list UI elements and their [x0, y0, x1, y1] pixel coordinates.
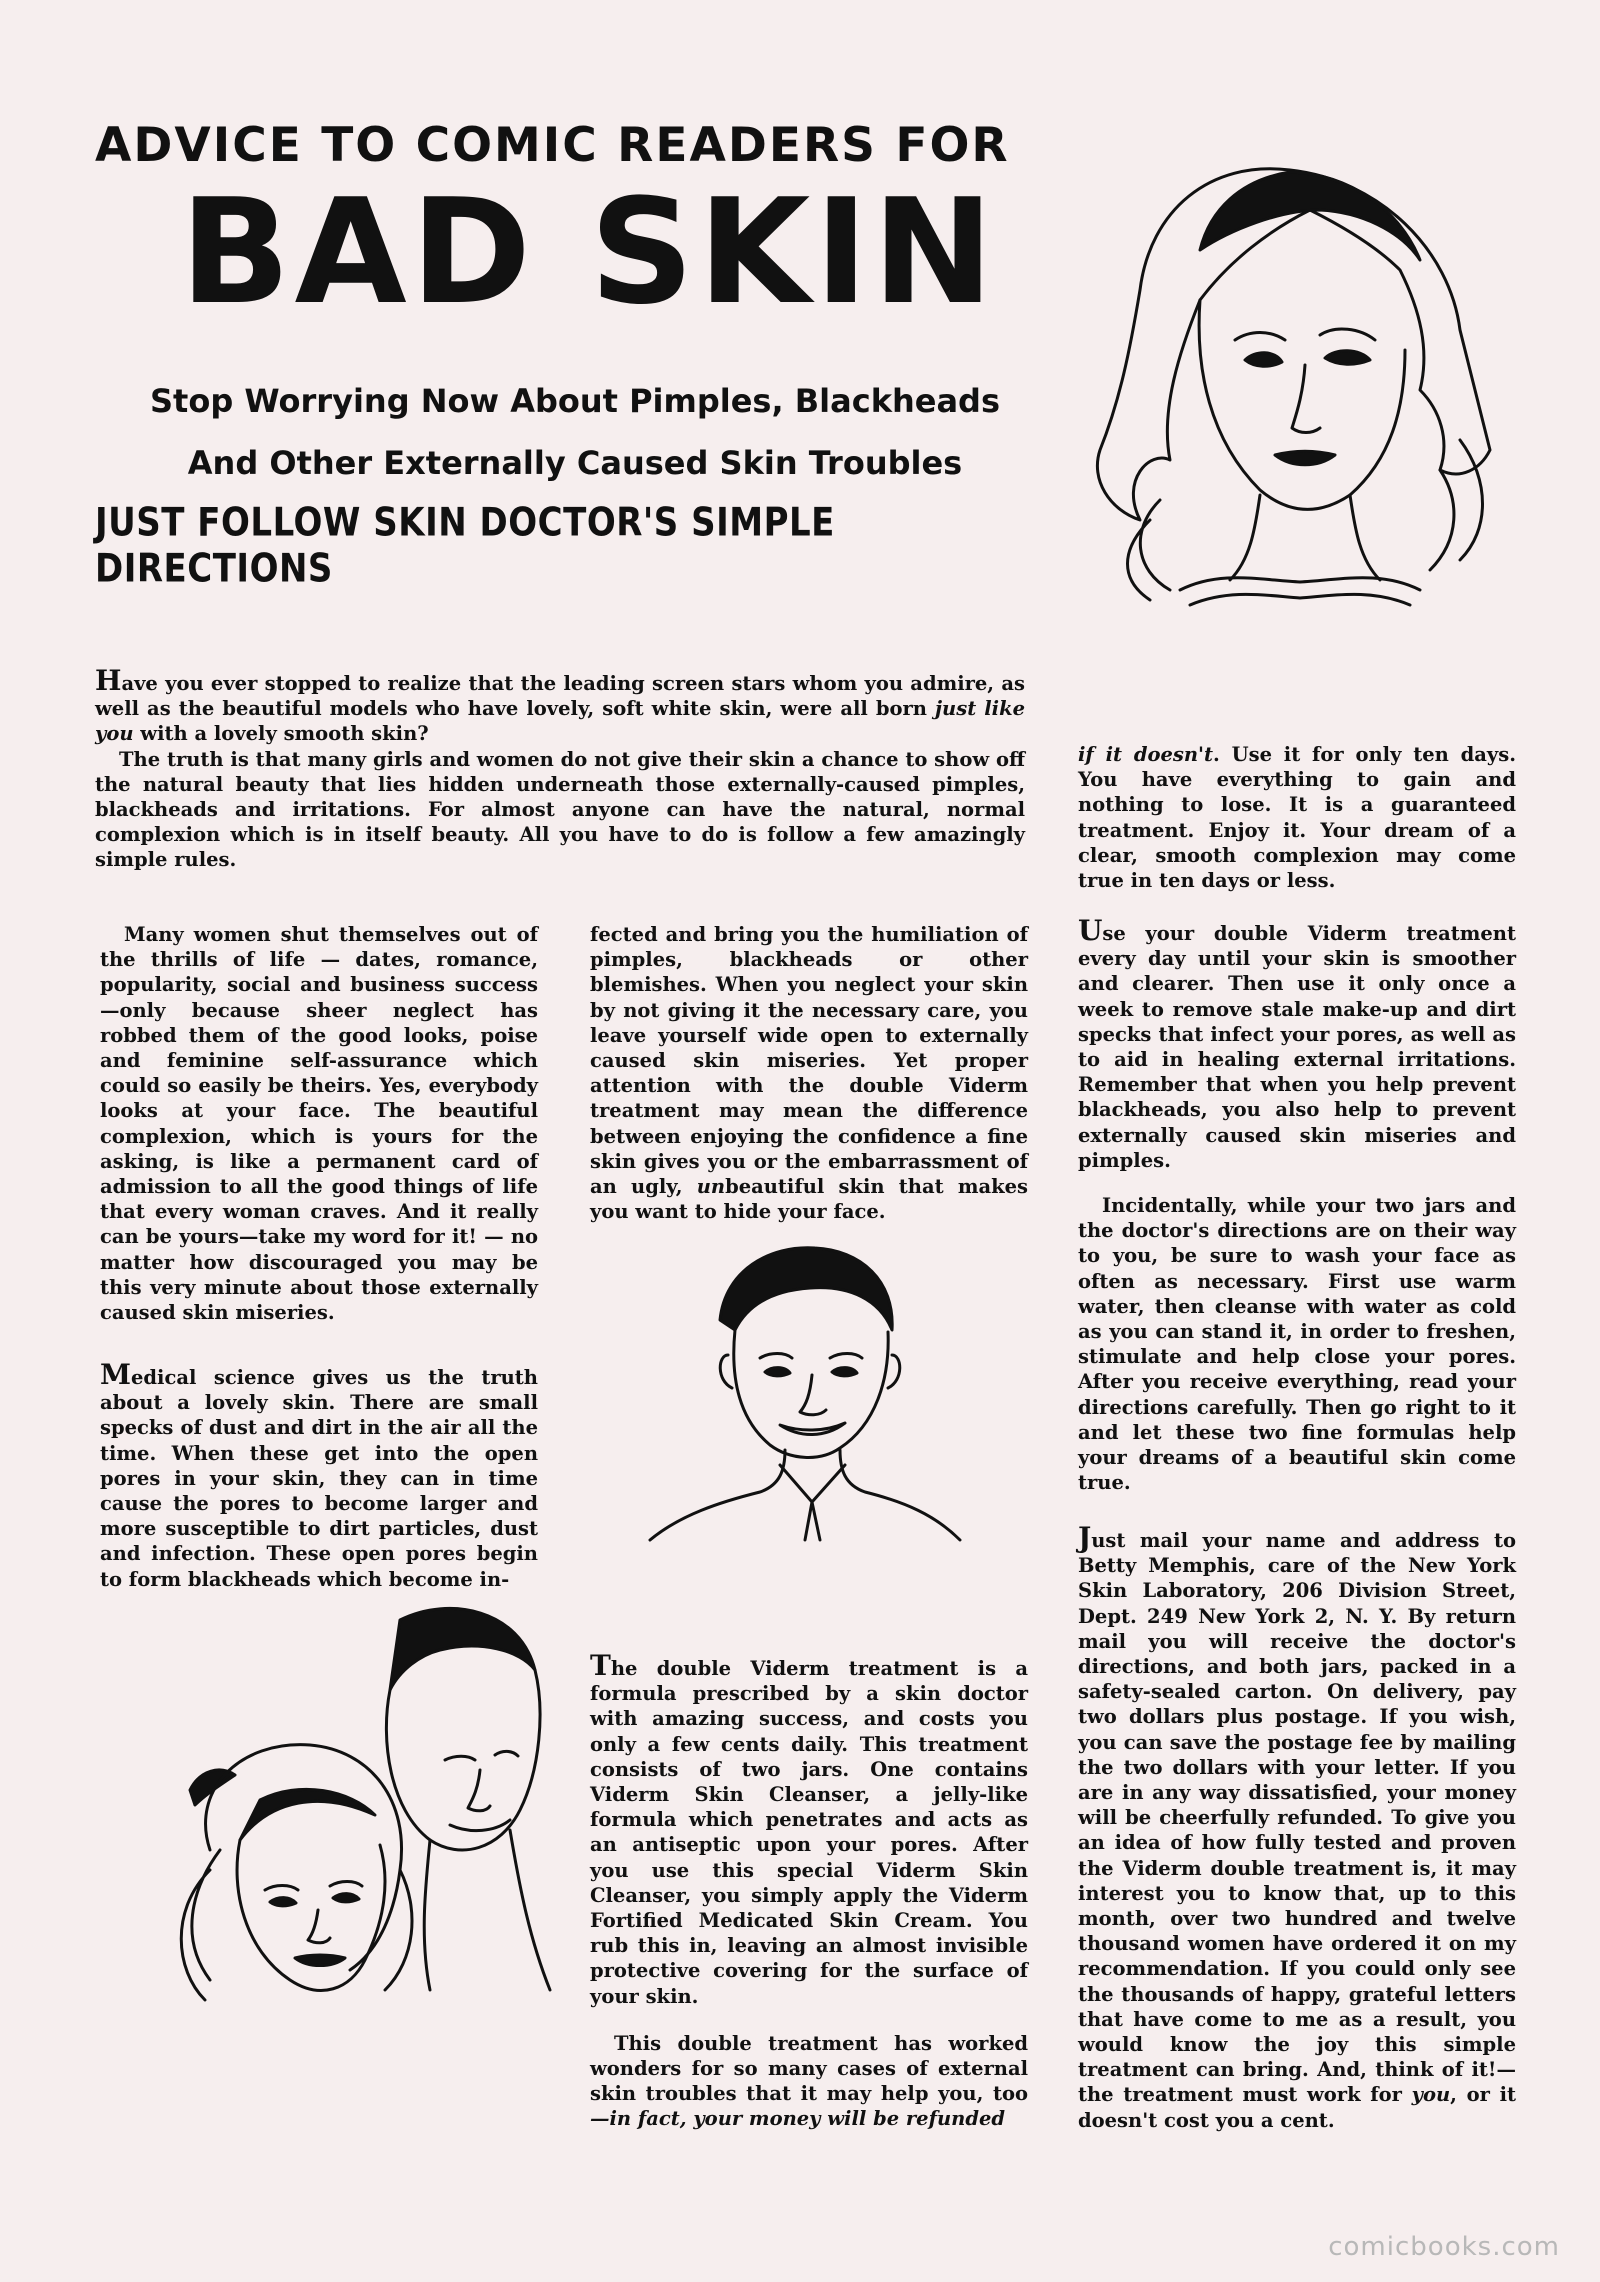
column2-paragraph-1 [590, 922, 1028, 1224]
col2-p1-end: beautiful skin that makes you want to hide your face. [590, 1175, 1028, 1224]
col3-p1-emphasis: if it doesn't [1078, 743, 1214, 766]
col3-p4-emphasis: you [1411, 2083, 1451, 2107]
col2-p3-emphasis: —in fact, your money will be refunded [590, 2107, 1006, 2131]
column3-paragraph-1 [1078, 742, 1516, 893]
watermark: comicbooks.com [1328, 2232, 1560, 2262]
col3-p4-start: Just mail your name and address to Betty Memphis, care of the New York Skin Laboratory, 206 Division Street, Dept. 249 New York 2, N. Y. By return mail you will receive the doctor's directions, and both jars, packed in a safety-sealed carton. On delivery, pay two dollars plus postage. If you wish, you can save the postage fee by mailing the two dollars with your letter. If you are in any way dissatisfied, your money will be cheerfully refunded. To give you an idea of how fully tested and proven the Viderm double treatment is, it may interest you to know that, up to this month, over two hundred and twelve thousand women have ordered it on my recommendation. If you could only see the thousands of happy, grateful letters that have come to me as a result, you would know the joy this simple treatment can bring. And, think of it!— the treatment must work for [1078, 1521, 1516, 2107]
subheadline [95, 370, 1055, 494]
column2-text [590, 1649, 1028, 2132]
headline-bad-skin: BAD SKIN [180, 168, 998, 337]
intro-paragraph-2: The truth is that many girls and women do not give their skin a chance to show off the natural beauty that lies hidden underneath those externally-caused pimples, blackheads and irritations. For almost anyone can have the natural, normal complexion which is in itself beauty. All you have to do is follow a few amazingly simple rules. [95, 747, 1025, 872]
directions-headline: JUST FOLLOW SKIN DOCTOR'S SIMPLE DIRECTIONS [95, 500, 835, 592]
headline-line1: ADVICE TO COMIC READERS FOR [95, 118, 1010, 173]
column3-paragraph-3: Incidentally, while your two jars and the doctor's directions are on their way to you, be sure to wash your face as often as necessary. First use warm water, then cleanse with water as cold as you can stand it, in order to freshen, stimulate and help close your pores. After you receive everything, read your directions carefully. Then go right to it and let these two fine formulas help your dreams of a beautiful skin come true. [1078, 1194, 1516, 1495]
intro-paragraph-1 [95, 664, 1026, 747]
couple-illustration [150, 1590, 570, 2060]
column2-paragraph-3 [590, 2031, 1028, 2132]
col3-p4-end: , or it doesn't cost you a cent. [1078, 2083, 1516, 2132]
intro-p1-start: Have you ever stopped to realize that the leading screen stars whom you admire, as well as the beautiful models who have lovely, soft white skin, were all born [95, 664, 1025, 721]
col2-p1-emphasis: un [696, 1175, 726, 1199]
column1-paragraph-1: Many women shut themselves out of the thrills of life — dates, romance, popularity, social and business success —only because sheer neglect has robbed them of the good looks, poise and feminine self-assurance which could so easily be theirs. Yes, everybody looks at your face. The beautiful complexion, which is yours for the asking, is like a permanent card of admission to all the good things of life that every woman craves. And it really can be yours—take my word for it! — no matter how discouraged you may be this very minute about those externally caused skin miseries. [100, 923, 538, 1325]
col2-p3-start: This double treatment has worked wonders for so many cases of external skin troubles that it may help you, too [590, 2031, 1028, 2106]
subheadline-line2: And Other Externally Caused Skin Troubles [187, 444, 963, 482]
column2-paragraph-2: The double Viderm treatment is a formula prescribed by a skin doctor with amazing success, and costs you only a few cents daily. This treatment consists of two jars. One contains Viderm Skin Cleanser, a jelly-like formula which penetrates and acts as an antiseptic upon your pores. After you use this special Viderm Skin Cleanser, you simply apply the Viderm Fortified Medicated Skin Cream. You rub this in, leaving an almost invisible protective covering for the surface of your skin. [590, 1649, 1028, 2008]
woman-illustration [1060, 150, 1520, 620]
column1-paragraph-2: Medical science gives us the truth about a lovely skin. There are small specks of dust and dirt in the air all the time. When these get into the open pores in your skin, they can in time cause the pores to become larger and more susceptible to dirt particles, dust and infection. These open pores begin to form blackheads which become in- [100, 1358, 538, 1591]
intro-text [95, 664, 1026, 873]
intro-p1-emphasis: just like you [95, 697, 1026, 746]
subheadline-line1: Stop Worrying Now About Pimples, Blackheads [150, 382, 1000, 420]
col2-p1-start: fected and bring you the humiliation of pimples, blackheads or other blemishes. When you neglect your skin by not giving it the necessary care, you leave yourself wide open to externally caused skin miseries. Yet proper attention with the double Viderm treatment may mean the difference between enjoying the confidence a fine skin gives you or the embarrassment of an ugly, [590, 923, 1028, 1199]
man-illustration [640, 1240, 970, 1550]
intro-p1-end: with a lovely smooth skin? [133, 722, 429, 746]
column3-paragraph-4 [1078, 1521, 1516, 2133]
col3-p1-end: . Use it for only ten days. You have everything to gain and nothing to lose. It is a guaranteed treatment. Enjoy it. Your dream of a clear, smooth complexion may come true in ten days or less. [1078, 743, 1516, 893]
column3-paragraph-2: Use your double Viderm treatment every day until your skin is smoother and clearer. Then use it only once a week to remove stale make-up and dirt specks that infect your pores, as well as to aid in healing external irritations. Remember that when you help prevent blackheads, you also help to prevent externally caused skin miseries and pimples. [1078, 914, 1516, 1172]
